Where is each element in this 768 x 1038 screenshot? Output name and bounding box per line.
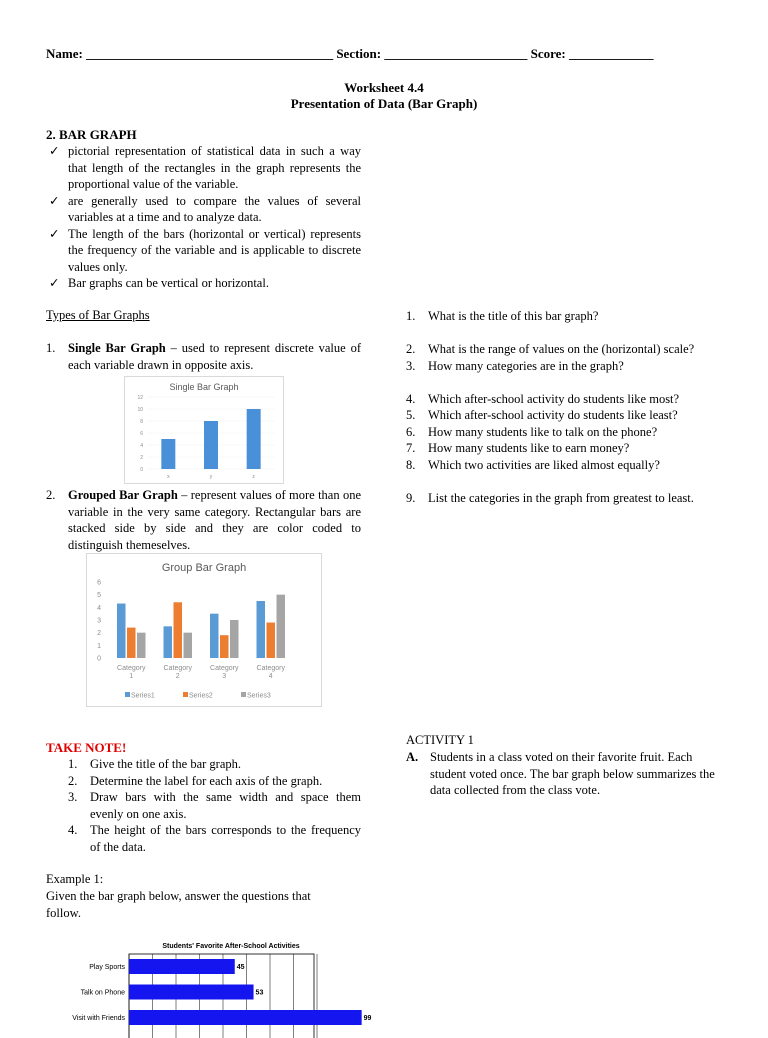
legend-label: Series1 [131, 692, 155, 700]
x-tick-label: z [252, 474, 255, 480]
bar [137, 633, 146, 658]
y-tick-label: 6 [140, 431, 143, 437]
check-icon: ✓ [49, 276, 60, 290]
y-tick-label: 10 [137, 407, 143, 413]
take-note-heading: TAKE NOTE! [46, 740, 127, 755]
question-list [406, 308, 726, 506]
example-text: Given the bar graph below, answer the questions that follow. [46, 889, 311, 920]
type-item-single: 1. Single Bar Graph – used to represent discrete value of each variable drawn in opposite axis. [46, 341, 362, 372]
y-tick-label: 5 [97, 592, 101, 600]
data-label: 99 [363, 1015, 372, 1022]
y-tick-label: 0 [140, 467, 143, 473]
activities-bar-chart-svg [56, 934, 372, 1034]
x-tick-label: Category [117, 665, 146, 672]
type-item-grouped: 2. Grouped Bar Graph – represent values of more than one variable in the very same category. Rectangular bars are stacked side by side and they are color coded to distinguish themeselves. [46, 488, 362, 552]
data-label: 53 [255, 989, 264, 997]
chart-title: Students' Favorite After-School Activities [162, 943, 300, 950]
bar [129, 1010, 362, 1025]
definition-bullet: ✓ are generally used to compare the values of several variables at a time and to analyze data. [49, 193, 361, 224]
x-tick-label: y [209, 474, 213, 480]
y-tick-label: 0 [97, 655, 101, 663]
x-tick-label: 4 [268, 673, 273, 680]
question-item: 3. How many categories are in the graph? [406, 358, 624, 373]
x-tick-label: 1 [129, 673, 134, 680]
list-item: 4. The height of the bars corresponds to the frequency of the data. [68, 823, 361, 854]
list-item: 3. Draw bars with the same width and space them evenly on one axis. [68, 790, 361, 821]
y-tick-label: 3 [97, 617, 101, 625]
definition-bullet: ✓ The length of the bars (horizontal or vertical) represents the frequency of the variable and is applicable to discrete values only. [49, 226, 361, 274]
x-tick-label: x [167, 474, 170, 480]
definition-bullet: ✓ Bar graphs can be vertical or horizontal. [49, 276, 269, 290]
question-item: 1. What is the title of this bar graph? [406, 309, 599, 323]
x-tick-label: 2 [175, 673, 180, 680]
grouped-bar-chart [86, 553, 322, 707]
bar [257, 601, 266, 658]
check-icon: ✓ [49, 144, 60, 158]
y-tick-label: 8 [140, 419, 143, 425]
bar [117, 604, 126, 658]
y-tick-label: 4 [140, 443, 143, 449]
section-heading: 2. BAR GRAPH [46, 127, 137, 142]
bar [161, 439, 175, 469]
question-item: 8. Which two activities are liked almost equally? [406, 457, 660, 472]
bar [230, 620, 239, 658]
definition-bullet: ✓ pictorial representation of statistical data in such a way that length of the rectangles in the graph represents the proportional value of the variable. [49, 144, 361, 191]
chart-title: Single Bar Graph [169, 382, 239, 392]
grouped-bar-chart-svg [87, 554, 321, 706]
y-tick-label: 2 [97, 630, 101, 638]
y-tick-label: 12 [137, 395, 143, 401]
category-label: Play Sports [89, 964, 125, 971]
example-heading: Example 1: [46, 872, 104, 886]
bar [174, 602, 183, 658]
worksheet-title: Presentation of Data (Bar Graph) [290, 96, 478, 111]
bar [277, 595, 286, 658]
score-label: Score: [530, 46, 566, 61]
question-item: 4. Which after-school activity do students like most? [406, 391, 680, 406]
y-tick-label: 2 [140, 455, 143, 461]
types-heading: Types of Bar Graphs [46, 308, 150, 322]
student-info-header [46, 46, 726, 62]
question-item: 7. How many students like to earn money? [406, 441, 630, 455]
section-label: Section: [336, 46, 382, 61]
activity-heading: ACTIVITY 1 [406, 733, 474, 747]
activity-item: A. Students in a class voted on their favorite fruit. Each student voted once. The bar graph below summarizes the data collected from the class vote. [406, 750, 715, 797]
bar [220, 635, 229, 658]
legend-swatch [125, 692, 130, 697]
bar [164, 626, 173, 658]
bar [129, 985, 254, 1000]
name-field[interactable]: ______________________________________ [86, 46, 334, 61]
activities-bar-chart [56, 934, 372, 1024]
category-label: Visit with Friends [72, 1015, 125, 1022]
legend-label: Series3 [247, 692, 271, 700]
worksheet-number: Worksheet 4.4 [344, 80, 424, 95]
single-bar-chart [124, 376, 284, 484]
section-field[interactable]: ______________________ [384, 46, 528, 61]
question-item: 5. Which after-school activity do students like least? [406, 408, 678, 422]
definition-list [46, 143, 361, 292]
bar [267, 623, 276, 658]
bar [129, 959, 235, 974]
y-tick-label: 4 [97, 604, 101, 612]
take-note-list [68, 756, 361, 855]
x-tick-label: Category [163, 665, 192, 672]
x-tick-label: Category [210, 665, 239, 672]
question-item: 2. What is the range of values on the (horizontal) scale? [406, 342, 695, 356]
bar [204, 421, 218, 469]
bar [210, 614, 219, 658]
bar [247, 409, 261, 469]
score-field[interactable]: _____________ [569, 46, 654, 61]
chart-title: Group Bar Graph [161, 562, 247, 574]
y-tick-label: 6 [97, 579, 101, 587]
category-label: Talk on Phone [80, 989, 125, 997]
name-label: Name: [46, 46, 83, 61]
question-item: 6. How many students like to talk on the phone? [406, 424, 658, 439]
list-item: 1. Give the title of the bar graph. [68, 757, 241, 771]
bar [127, 628, 136, 658]
list-item: 2. Determine the label for each axis of the graph. [68, 773, 323, 788]
legend-label: Series2 [189, 692, 213, 700]
legend-swatch [183, 692, 188, 697]
check-icon: ✓ [49, 226, 60, 241]
y-tick-label: 1 [97, 642, 101, 650]
single-bar-chart-svg [125, 377, 283, 483]
x-tick-label: Category [256, 665, 285, 672]
question-item: 9. List the categories in the graph from greatest to least. [406, 490, 694, 505]
data-label: 45 [236, 964, 245, 971]
check-icon: ✓ [49, 193, 60, 208]
legend-swatch [241, 692, 246, 697]
bar [184, 633, 193, 658]
x-tick-label: 3 [222, 673, 227, 680]
